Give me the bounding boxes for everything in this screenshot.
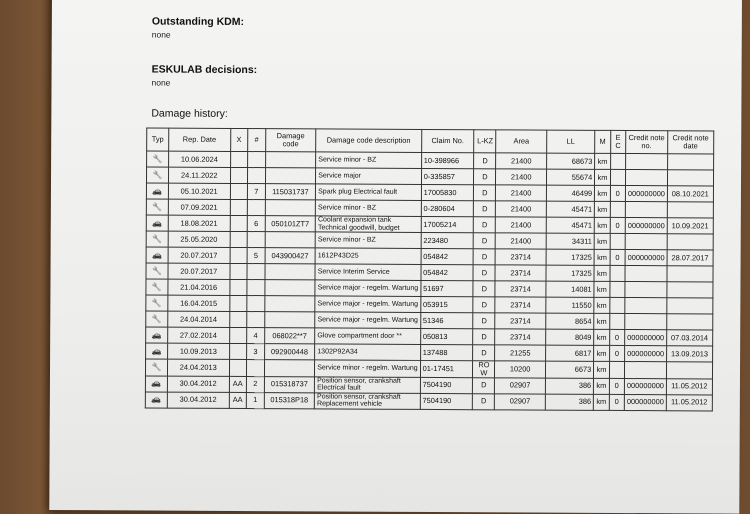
credit-note-date-cell: 07.03.2014	[666, 330, 712, 346]
wrench-icon: 🔧	[151, 282, 162, 292]
rep-date-cell: 07.09.2021	[168, 199, 230, 215]
area-cell: 21400	[496, 185, 547, 201]
wrench-icon: 🔧	[152, 170, 163, 180]
description-cell: Service minor - BZ	[315, 232, 421, 249]
damage-code-cell	[265, 280, 316, 296]
area-cell: 02907	[495, 393, 546, 409]
credit-note-no-cell: 000000000	[625, 250, 667, 266]
ec-cell: 0	[609, 329, 624, 345]
number-cell: 6	[247, 216, 265, 232]
ec-cell	[609, 297, 624, 313]
typ-cell	[146, 311, 168, 327]
header-credit-note-date: Credit note date	[667, 131, 713, 154]
credit-note-date-cell: 10.09.2021	[667, 218, 713, 234]
ec-cell: 0	[609, 378, 624, 394]
rep-date-cell: 10.06.2024	[169, 151, 231, 167]
area-cell: 23714	[495, 313, 546, 329]
outstanding-kdm-value: none	[151, 29, 171, 40]
rep-date-cell: 18.08.2021	[168, 215, 230, 231]
ll-cell: 386	[545, 378, 593, 394]
x-cell	[229, 263, 247, 279]
lkz-cell: D	[473, 249, 495, 265]
credit-note-date-cell	[667, 234, 713, 250]
ll-cell: 14081	[546, 281, 594, 297]
number-cell	[247, 360, 265, 377]
number-cell: 3	[247, 344, 265, 360]
ec-cell	[610, 201, 625, 217]
description-cell: Position sensor, crankshaft Electrical fault	[315, 376, 421, 393]
number-cell	[248, 152, 266, 168]
claim-no-cell: 053915	[420, 296, 473, 312]
rep-date-cell: 24.04.2014	[168, 311, 230, 327]
typ-cell	[145, 359, 167, 376]
paper-sheet	[49, 0, 742, 514]
typ-cell	[146, 295, 168, 311]
car-damage-icon: 🚗	[151, 346, 162, 356]
description-cell: Position sensor, crankshaft Replacement vehicle	[315, 392, 421, 409]
number-cell	[248, 168, 266, 184]
credit-note-date-cell	[667, 266, 713, 282]
area-cell: 23714	[495, 297, 546, 313]
wrench-icon: 🔧	[151, 314, 162, 324]
car-damage-icon: 🚗	[152, 250, 163, 260]
damage-code-cell: 068022**7	[264, 328, 315, 344]
header-damage-code: Damage code	[265, 129, 316, 152]
ec-cell	[610, 153, 625, 169]
number-cell	[247, 312, 265, 328]
description-cell: Spark plug Electrical fault	[316, 184, 422, 201]
rep-date-cell: 24.11.2022	[168, 167, 230, 183]
m-cell: km	[594, 297, 609, 313]
x-cell	[230, 215, 248, 231]
description-cell: Service major	[316, 168, 422, 185]
typ-cell	[145, 392, 167, 408]
claim-no-cell: 17005214	[421, 216, 474, 232]
claim-no-cell: 51346	[420, 312, 473, 328]
area-cell: 23714	[495, 265, 546, 281]
damage-code-cell: 015318737	[264, 376, 315, 392]
credit-note-date-cell	[666, 362, 712, 379]
ll-cell: 386	[545, 394, 593, 410]
ll-cell: 17325	[546, 265, 594, 281]
area-cell: 21400	[496, 169, 547, 185]
claim-no-cell: 054842	[421, 248, 474, 264]
lkz-cell: D	[473, 313, 495, 329]
credit-note-no-cell: 000000000	[625, 346, 667, 362]
ec-cell: 0	[610, 185, 625, 201]
credit-note-date-cell	[667, 282, 713, 298]
damage-code-cell	[265, 152, 316, 168]
typ-cell	[146, 327, 168, 343]
credit-note-no-cell: 000000000	[624, 378, 666, 394]
header-area: Area	[496, 130, 547, 153]
x-cell	[230, 247, 248, 263]
lkz-cell: D	[473, 265, 495, 281]
x-cell: AA	[229, 392, 247, 408]
claim-no-cell: 054842	[421, 264, 474, 280]
damage-code-cell	[264, 312, 315, 328]
ll-cell: 46499	[546, 185, 594, 201]
lkz-cell: D	[473, 393, 495, 409]
car-damage-icon: 🚗	[151, 378, 162, 388]
number-cell: 1	[246, 392, 264, 408]
credit-note-date-cell	[667, 154, 713, 170]
claim-no-cell: 7504190	[420, 377, 473, 393]
lkz-cell: D	[473, 345, 495, 361]
m-cell: km	[594, 249, 609, 265]
credit-note-date-cell: 11.05.2012	[666, 378, 712, 394]
x-cell	[230, 183, 248, 199]
m-cell: km	[594, 265, 609, 281]
damage-code-cell: 043900427	[265, 248, 316, 264]
m-cell: km	[594, 217, 609, 233]
x-cell	[229, 311, 247, 327]
credit-note-no-cell	[625, 282, 667, 298]
wrench-icon: 🔧	[151, 362, 162, 372]
x-cell	[230, 151, 248, 167]
ec-cell	[610, 281, 625, 297]
wrench-icon: 🔧	[152, 154, 163, 164]
description-cell: Service Interim Service	[315, 264, 421, 281]
claim-no-cell: 01-17451	[420, 360, 473, 377]
credit-note-no-cell: 000000000	[624, 394, 666, 410]
number-cell: 5	[247, 248, 265, 264]
area-cell: 10200	[495, 361, 546, 378]
ec-cell	[609, 313, 624, 329]
damage-code-cell: 092900448	[264, 344, 315, 360]
ll-cell: 68673	[546, 153, 594, 169]
header-credit-note-no: Credit note no.	[626, 131, 668, 154]
description-cell: Service minor - regelm. Wartung	[315, 360, 421, 377]
number-cell	[247, 200, 265, 216]
car-damage-icon: 🚗	[152, 186, 163, 196]
claim-no-cell: 7504190	[420, 393, 473, 409]
claim-no-cell: 51697	[421, 280, 474, 296]
credit-note-date-cell	[667, 202, 713, 218]
area-cell: 21400	[496, 233, 547, 249]
ec-cell	[610, 233, 625, 249]
credit-note-no-cell	[625, 170, 667, 186]
rep-date-cell: 05.10.2021	[168, 183, 230, 199]
rep-date-cell: 20.07.2017	[168, 247, 230, 263]
claim-no-cell: 050813	[420, 328, 473, 344]
area-cell: 21255	[495, 345, 546, 361]
ec-cell: 0	[609, 345, 624, 361]
lkz-cell: RO W	[473, 361, 495, 378]
m-cell: km	[595, 169, 610, 185]
eskulab-value: none	[151, 77, 171, 88]
outstanding-kdm-label: Outstanding KDM:	[151, 15, 245, 29]
table-row	[145, 392, 712, 411]
typ-cell	[146, 247, 168, 263]
credit-note-date-cell: 11.05.2012	[666, 394, 712, 410]
area-cell: 23714	[495, 329, 546, 345]
typ-cell	[146, 279, 168, 295]
number-cell	[247, 280, 265, 296]
lkz-cell: D	[473, 297, 495, 313]
m-cell: km	[594, 329, 609, 345]
m-cell: km	[594, 345, 609, 361]
ll-cell: 45471	[546, 217, 594, 233]
lkz-cell: D	[474, 217, 496, 233]
description-cell: 1612P43D25	[315, 248, 421, 265]
lkz-cell: D	[473, 377, 495, 393]
claim-no-cell: 137488	[420, 344, 473, 360]
ll-cell: 55674	[546, 169, 594, 185]
ll-cell: 6817	[545, 345, 593, 361]
typ-cell	[147, 151, 169, 167]
claim-no-cell: 223480	[421, 232, 474, 248]
header-number: #	[248, 129, 266, 152]
typ-cell	[146, 183, 168, 199]
header-ec: E C	[610, 130, 625, 153]
description-cell: Service minor - BZ	[316, 200, 422, 217]
wrench-icon: 🔧	[152, 266, 163, 276]
damage-code-cell: 050101ZT7	[265, 216, 316, 232]
number-cell	[247, 232, 265, 248]
area-cell: 23714	[495, 249, 546, 265]
ec-cell: 0	[609, 394, 624, 410]
lkz-cell: D	[474, 153, 496, 169]
wrench-icon: 🔧	[152, 202, 163, 212]
x-cell	[229, 343, 247, 359]
credit-note-no-cell	[625, 234, 667, 250]
area-cell: 21400	[496, 201, 547, 217]
header-x: X	[230, 128, 248, 151]
description-cell: Glove compartment door **	[315, 328, 421, 345]
car-damage-icon: 🚗	[151, 394, 162, 404]
lkz-cell: D	[474, 169, 496, 185]
ll-cell: 17325	[546, 249, 594, 265]
typ-cell	[145, 376, 167, 392]
typ-cell	[146, 199, 168, 215]
ec-cell	[610, 169, 625, 185]
ll-cell: 34311	[546, 233, 594, 249]
credit-note-no-cell	[625, 266, 667, 282]
typ-cell	[146, 263, 168, 279]
rep-date-cell: 21.04.2016	[168, 279, 230, 295]
header-ll: LL	[547, 130, 595, 153]
table-header-row	[147, 128, 714, 154]
description-cell: Service minor - BZ	[316, 152, 422, 169]
damage-code-cell	[264, 360, 315, 377]
description-cell: Service major - regelm. Wartung	[315, 280, 421, 297]
rep-date-cell: 25.05.2020	[168, 231, 230, 247]
x-cell	[230, 199, 248, 215]
lkz-cell: D	[474, 201, 496, 217]
m-cell: km	[594, 394, 609, 410]
rep-date-cell: 10.09.2013	[168, 343, 230, 359]
damage-code-cell	[265, 168, 316, 184]
number-cell	[247, 296, 265, 312]
typ-cell	[146, 231, 168, 247]
rep-date-cell: 27.02.2014	[168, 327, 230, 343]
x-cell	[229, 359, 247, 376]
header-m: M	[595, 130, 610, 153]
car-damage-icon: 🚗	[152, 218, 163, 228]
area-cell: 02907	[495, 377, 546, 393]
area-cell: 21400	[496, 217, 547, 233]
damage-history-table	[145, 127, 714, 411]
m-cell: km	[595, 153, 610, 169]
ec-cell: 0	[610, 249, 625, 265]
lkz-cell: D	[473, 329, 495, 345]
damage-code-cell	[264, 296, 315, 312]
lkz-cell: D	[473, 281, 495, 297]
description-cell: Service major - regelm. Wartung	[315, 312, 421, 329]
rep-date-cell: 30.04.2012	[167, 392, 229, 408]
damage-code-cell: 115031737	[265, 184, 316, 200]
credit-note-date-cell	[666, 314, 712, 330]
damage-history-label: Damage history:	[151, 107, 228, 120]
claim-no-cell: 10-398966	[421, 152, 474, 168]
credit-note-date-cell: 08.10.2021	[667, 186, 713, 202]
m-cell: km	[595, 185, 610, 201]
eskulab-label: ESKULAB decisions:	[151, 63, 258, 77]
credit-note-no-cell	[626, 154, 668, 170]
ec-cell	[610, 265, 625, 281]
lkz-cell: D	[474, 185, 496, 201]
m-cell: km	[594, 233, 609, 249]
claim-no-cell: 0-335857	[421, 168, 474, 184]
description-cell: Service major - regelm. Wartung	[315, 296, 421, 313]
wrench-icon: 🔧	[151, 298, 162, 308]
credit-note-no-cell: 000000000	[625, 330, 667, 346]
damage-code-cell	[265, 200, 316, 216]
ll-cell: 45471	[546, 201, 594, 217]
table-body	[145, 151, 713, 410]
x-cell	[229, 295, 247, 311]
x-cell	[230, 167, 248, 183]
car-damage-icon: 🚗	[151, 330, 162, 340]
header-claim-no: Claim No.	[421, 129, 474, 152]
number-cell	[247, 264, 265, 280]
number-cell: 2	[246, 376, 264, 392]
m-cell: km	[594, 281, 609, 297]
x-cell: AA	[229, 376, 247, 392]
header-typ: Typ	[147, 128, 169, 151]
ec-cell: 0	[610, 217, 625, 233]
damage-code-cell: 015318P18	[264, 392, 315, 408]
claim-no-cell: 0-280604	[421, 200, 474, 216]
credit-note-no-cell: 000000000	[625, 186, 667, 202]
number-cell: 7	[247, 184, 265, 200]
ll-cell: 11550	[546, 297, 594, 313]
wrench-icon: 🔧	[152, 234, 163, 244]
claim-no-cell: 17005830	[421, 184, 474, 200]
credit-note-no-cell: 000000000	[625, 218, 667, 234]
typ-cell	[146, 343, 168, 359]
ll-cell: 8654	[546, 313, 594, 329]
credit-note-date-cell: 13.09.2013	[666, 346, 712, 362]
ec-cell	[609, 361, 624, 378]
credit-note-date-cell	[667, 298, 713, 314]
ll-cell: 6673	[545, 361, 593, 378]
rep-date-cell: 24.04.2013	[167, 359, 229, 376]
damage-code-cell	[265, 232, 316, 248]
area-cell: 23714	[495, 281, 546, 297]
ll-cell: 8049	[546, 329, 594, 345]
credit-note-date-cell: 28.07.2017	[667, 250, 713, 266]
m-cell: km	[595, 201, 610, 217]
typ-cell	[146, 167, 168, 183]
area-cell: 21400	[496, 153, 547, 169]
typ-cell	[146, 215, 168, 231]
credit-note-date-cell	[667, 170, 713, 186]
credit-note-no-cell	[625, 298, 667, 314]
header-damage-description: Damage code description	[316, 129, 422, 153]
x-cell	[229, 279, 247, 295]
x-cell	[229, 327, 247, 343]
description-cell: Coolant expansion tank Technical goodwill, budget	[315, 216, 421, 233]
x-cell	[230, 231, 248, 247]
rep-date-cell: 16.04.2015	[168, 295, 230, 311]
damage-code-cell	[265, 264, 316, 280]
m-cell: km	[594, 361, 609, 378]
lkz-cell: D	[474, 233, 496, 249]
credit-note-no-cell	[625, 314, 667, 330]
rep-date-cell: 30.04.2012	[167, 376, 229, 392]
number-cell: 4	[247, 328, 265, 344]
credit-note-no-cell	[625, 202, 667, 218]
m-cell: km	[594, 313, 609, 329]
credit-note-no-cell	[624, 362, 666, 379]
header-rep-date: Rep. Date	[169, 128, 231, 151]
description-cell: 1302P92A34	[315, 344, 421, 361]
rep-date-cell: 20.07.2017	[168, 263, 230, 279]
header-lkz: L-KZ	[474, 130, 496, 153]
m-cell: km	[594, 378, 609, 394]
